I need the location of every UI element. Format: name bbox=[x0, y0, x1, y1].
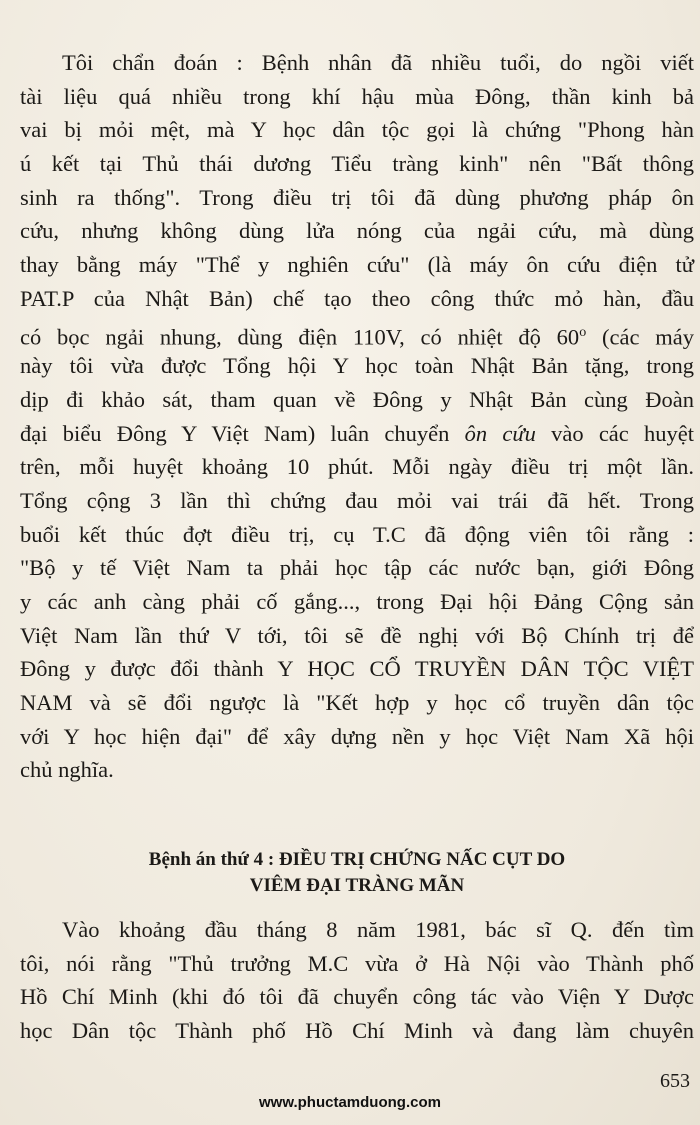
text-line: tài liệu quá nhiều trong khí hậu mùa Đông, thần kinh bả bbox=[20, 83, 694, 109]
paragraph-case-4 bbox=[20, 913, 694, 1048]
text-line: này tôi vừa được Tổng hội Y học toàn Nhật Bản tặng, trong bbox=[20, 353, 694, 379]
text-line: tôi, nói rằng "Thủ trưởng M.C vừa ở Hà Nội vào Thành phố bbox=[20, 950, 694, 976]
text-line: học Dân tộc Thành phố Hồ Chí Minh và đang làm chuyên bbox=[20, 1018, 694, 1044]
text-line: Đông y được đổi thành Y HỌC CỔ TRUYỀN DÂN TỘC VIỆT bbox=[20, 656, 694, 682]
text-segment: đại biểu Đông Y Việt Nam) luân chuyển bbox=[20, 420, 450, 446]
text-segment: có bọc ngải nhung, dùng điện 110V, có nhiệt độ 60 bbox=[20, 324, 580, 349]
italic-term: ôn cứu bbox=[464, 420, 536, 446]
text-line: vai bị mỏi mệt, mà Y học dân tộc gọi là chứng "Phong hàn bbox=[20, 117, 694, 143]
paragraph-main bbox=[20, 46, 694, 787]
text-segment: vào các huyệt bbox=[535, 420, 694, 446]
text-line: PAT.P của Nhật Bản) chế tạo theo công thức mỏ hàn, đầu bbox=[20, 285, 694, 311]
text-line: Tổng cộng 3 lần thì chứng đau mỏi vai trái đã hết. Trong bbox=[20, 487, 694, 513]
text-line-with-italic bbox=[20, 417, 694, 451]
text-line: Việt Nam lần thứ V tới, tôi sẽ đề nghị với Bộ Chính trị để bbox=[20, 622, 694, 648]
text-line: y các anh càng phải cố gắng..., trong Đại hội Đảng Cộng sản bbox=[20, 589, 694, 614]
text-line: Hồ Chí Minh (khi đó tôi đã chuyển công tác vào Viện Y Dược bbox=[20, 984, 694, 1010]
text-line: Vào khoảng đầu tháng 8 năm 1981, bác sĩ Q. đến tìm bbox=[62, 917, 694, 942]
text-line-with-degree bbox=[20, 316, 694, 350]
text-line: cứu, nhưng không dùng lửa nóng của ngải cứu, mà dùng bbox=[20, 218, 694, 244]
website-url: www.phuctamduong.com bbox=[259, 1094, 441, 1111]
text-line: với Y học hiện đại" để xây dựng nền y học Việt Nam Xã hội bbox=[20, 723, 694, 749]
text-line: thay bằng máy "Thể y nghiên cứu" (là máy ôn cứu điện tử bbox=[20, 252, 694, 278]
text-segment: (các máy bbox=[586, 324, 694, 349]
text-line: NAM và sẽ đổi ngược là "Kết hợp y học cổ truyền dân tộc bbox=[20, 690, 694, 716]
text-line: buổi kết thúc đợt điều trị, cụ T.C đã động viên tôi rằng : bbox=[20, 521, 694, 547]
text-line: "Bộ y tế Việt Nam ta phải học tập các nước bạn, giới Đông bbox=[20, 555, 694, 581]
text-line: sinh ra thống". Trong điều trị tôi đã dùng phương pháp ôn bbox=[20, 184, 694, 210]
text-line: Tôi chẩn đoán : Bệnh nhân đã nhiều tuổi, do ngồi viết bbox=[62, 50, 694, 75]
text-line: chủ nghĩa. bbox=[20, 757, 114, 783]
page-number: 653 bbox=[660, 1070, 690, 1092]
case-heading-line-2: VIÊM ĐẠI TRÀNG MÃN bbox=[249, 875, 465, 896]
text-line: ú kết tại Thủ thái dương Tiểu tràng kinh" nên "Bất thông bbox=[20, 151, 694, 177]
text-line: trên, mỗi huyệt khoảng 10 phút. Mỗi ngày điều trị một lần. bbox=[20, 454, 694, 480]
degree-symbol: o bbox=[579, 324, 587, 340]
text-line: dịp đi khảo sát, tham quan về Đông y Nhật Bản cùng Đoàn bbox=[20, 386, 694, 412]
case-heading-line-1: Bệnh án thứ 4 : ĐIỀU TRỊ CHỨNG NẤC CỤT DO bbox=[148, 849, 566, 870]
